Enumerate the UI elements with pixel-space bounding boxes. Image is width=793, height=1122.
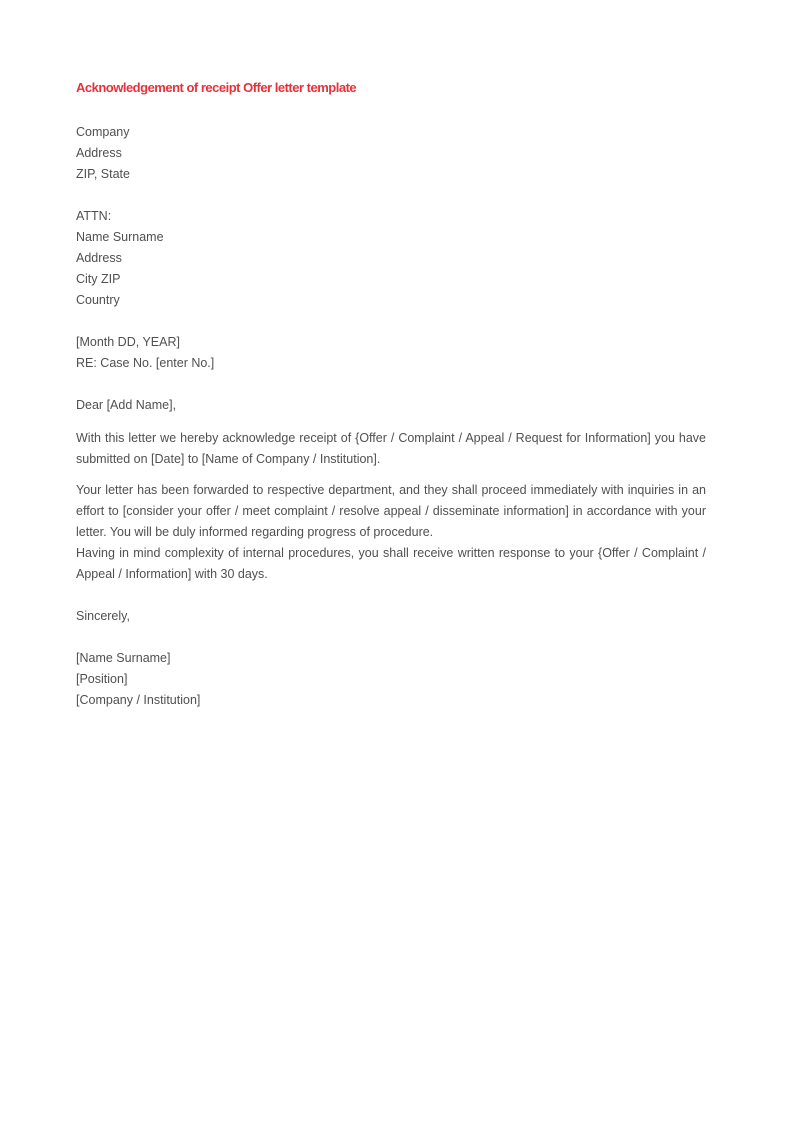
salutation: Dear [Add Name],: [76, 398, 177, 412]
letter-content: [76, 80, 706, 732]
sender-company: Company: [76, 125, 130, 139]
body-paragraph-2: Your letter has been forwarded to respective department, and they shall proceed immediately with inquiries in an effort to [consider your offer / meet complaint / resolve appeal / disseminate information] in accordance with your letter. You will be duly informed regarding progress of procedure.: [76, 483, 706, 539]
case-reference: RE: Case No. [enter No.]: [76, 356, 215, 370]
signature-company: [Company / Institution]: [76, 693, 201, 707]
letter-date: [Month DD, YEAR]: [76, 335, 180, 349]
recipient-address: [76, 206, 706, 311]
signature-name: [Name Surname]: [76, 651, 171, 665]
recipient-country: Country: [76, 293, 120, 307]
document-title: Acknowledgement of receipt Offer letter template: [76, 80, 357, 95]
sender-zip-state: ZIP, State: [76, 167, 130, 181]
closing-block: [76, 606, 706, 627]
recipient-name: Name Surname: [76, 230, 164, 244]
sender-address: [76, 122, 706, 185]
signature-block: [76, 648, 706, 711]
body-paragraph-1: With this letter we hereby acknowledge receipt of {Offer / Complaint / Appeal / Request for Information] you have submitted on [Date] to [Name of Company / Institution].: [76, 431, 706, 466]
recipient-city-zip: City ZIP: [76, 272, 121, 286]
recipient-attn: ATTN:: [76, 209, 112, 223]
signature-position: [Position]: [76, 672, 128, 686]
closing: Sincerely,: [76, 609, 130, 623]
recipient-address-line: Address: [76, 251, 122, 265]
date-reference: [76, 332, 706, 374]
body-paragraph-3: Having in mind complexity of internal procedures, you shall receive written response to your {Offer / Complaint / Appeal / Information] with 30 days.: [76, 546, 706, 581]
sender-address-line: Address: [76, 146, 122, 160]
